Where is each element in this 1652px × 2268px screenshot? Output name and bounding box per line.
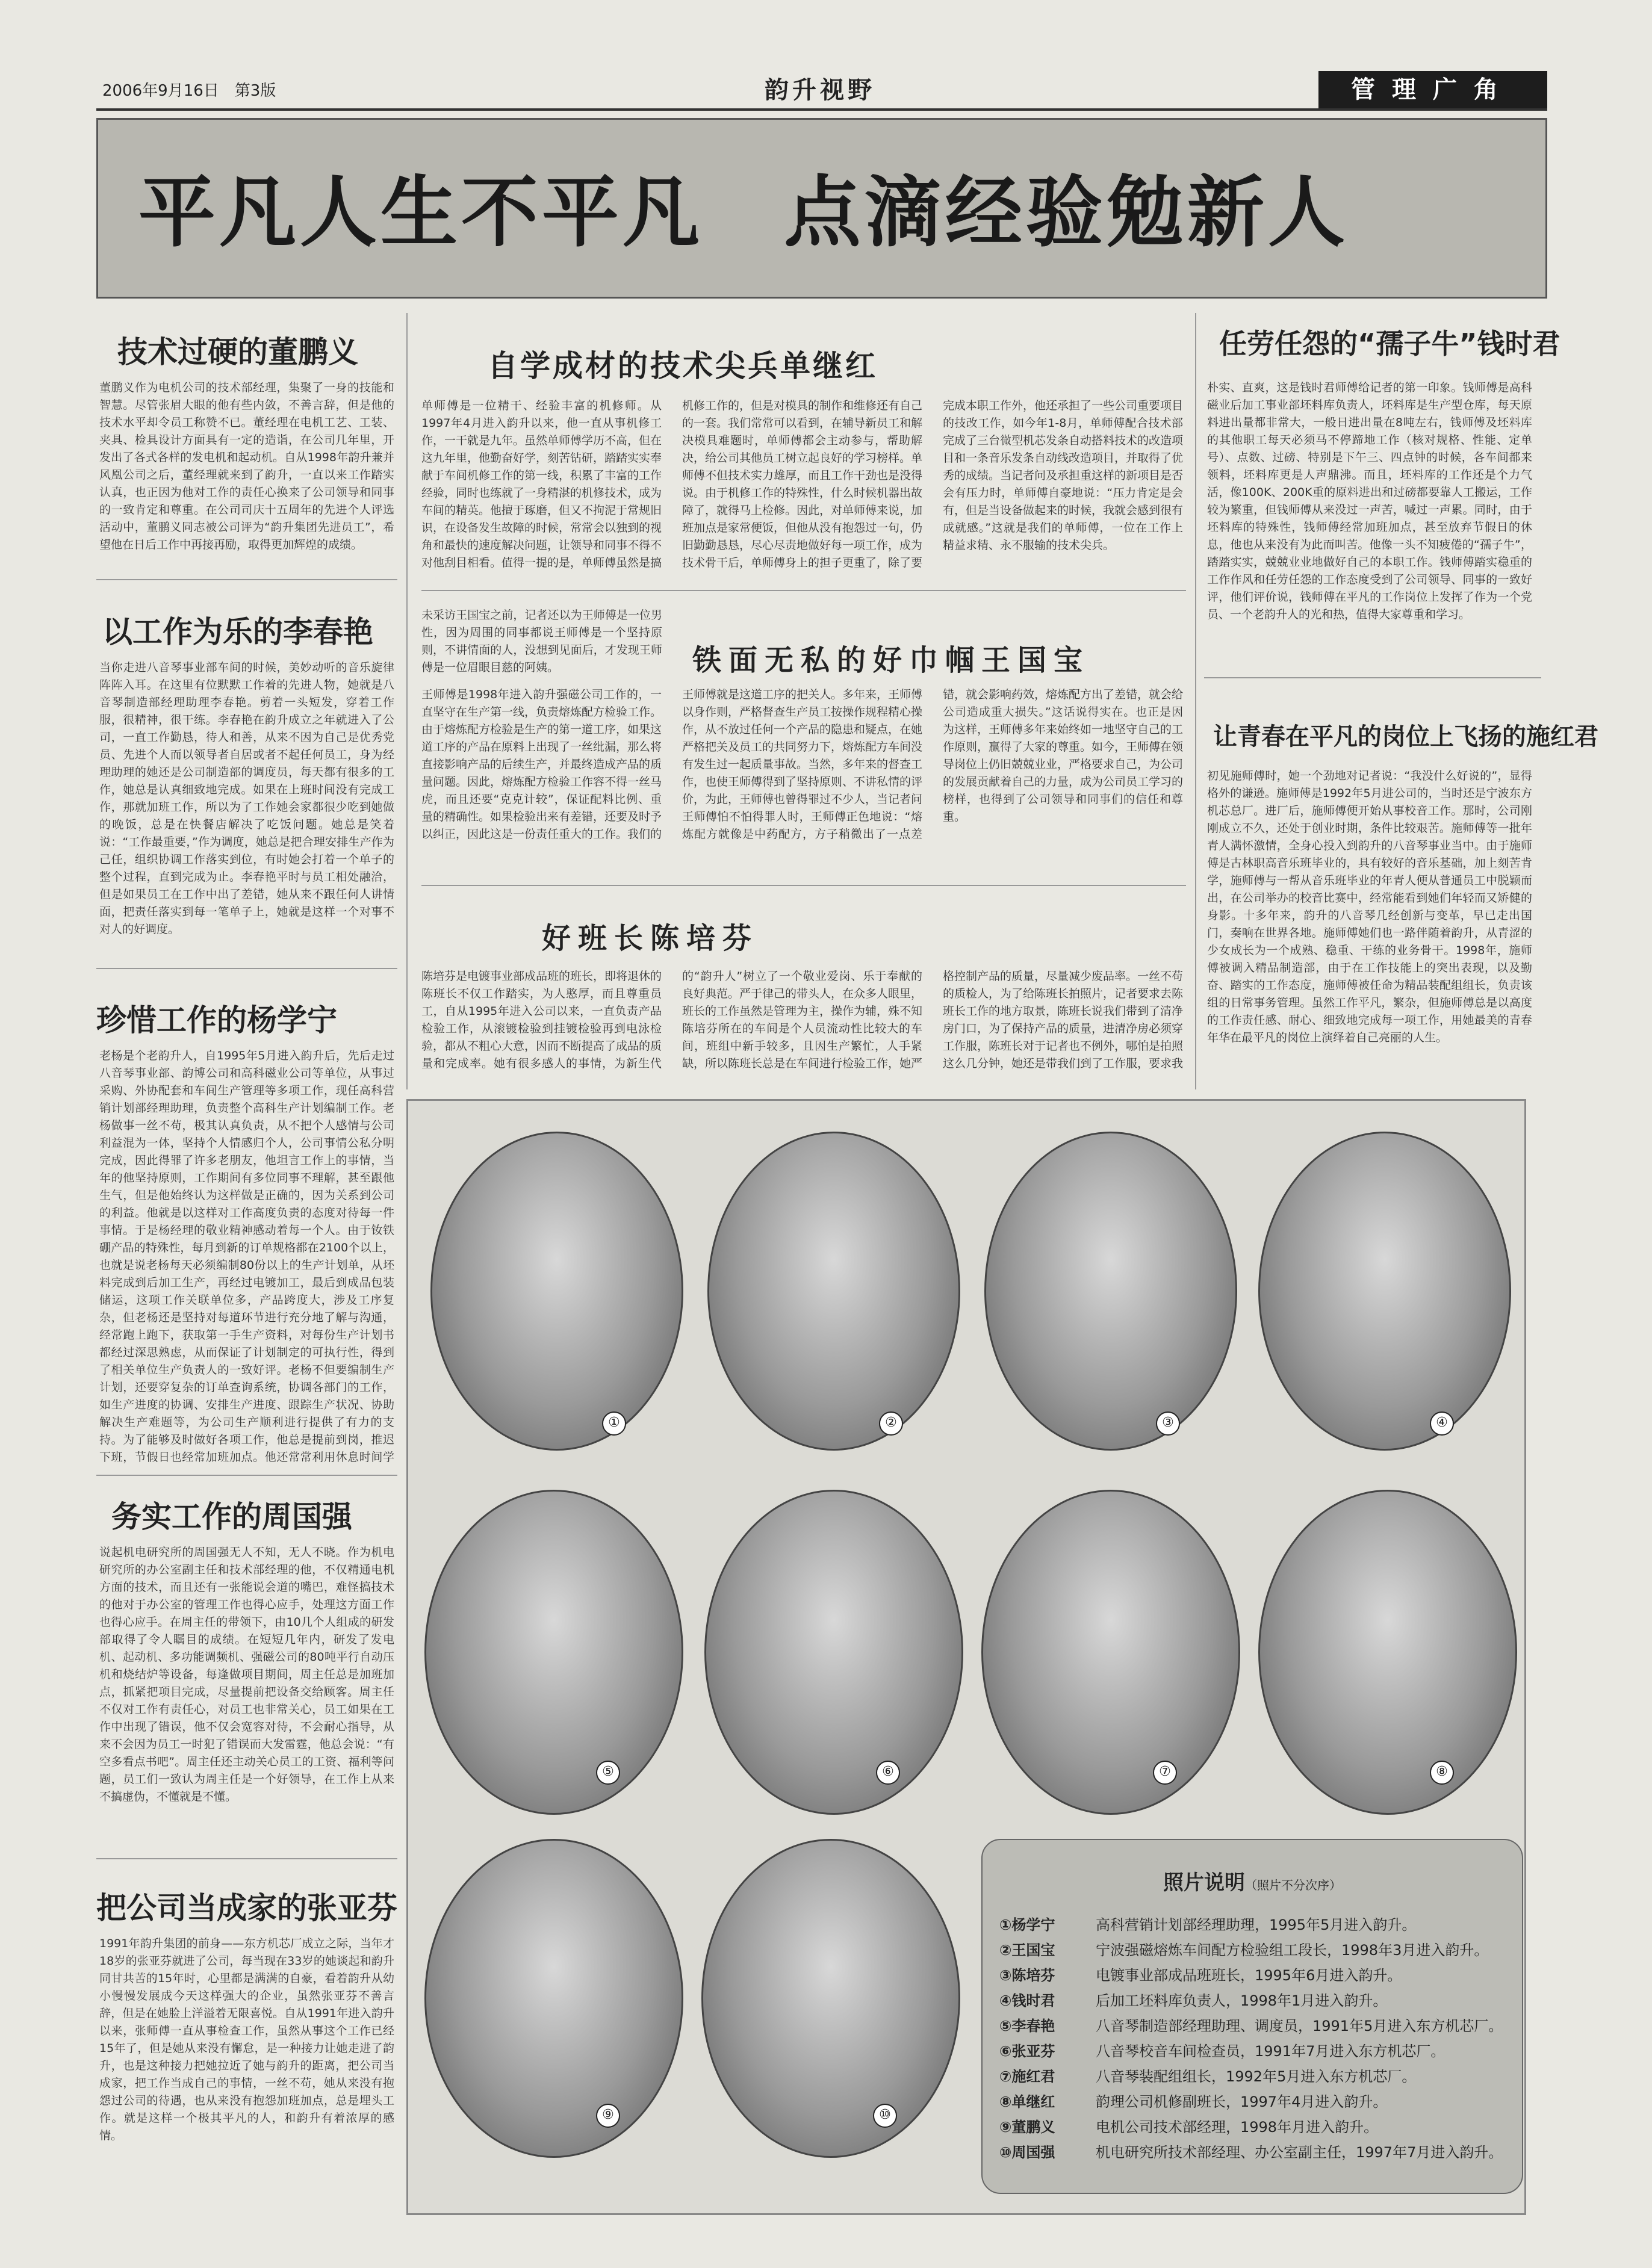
article-divider	[96, 1858, 397, 1859]
article-divider	[421, 590, 1186, 591]
photo-number-8: ⑧	[1430, 1761, 1454, 1785]
caption-name: ⑤李春艳	[999, 2018, 1055, 2034]
portrait-photo-10	[701, 1839, 960, 2158]
article-body-chen: 陈培芬是电镀事业部成品班的班长，即将退休的陈班长不仅工作踏实，为人憨厚，而且尊重员工，自从1995年进入公司以来，一直负责产品检验工作，从滚镀检验到挂镀检验再到电泳检验，都从不粗心大意，因而不断提高了成品的质量和完成率。她有很多感人的事情，为新生代的“韵升人”树立了一个敬业爱岗、乐于奉献的良好典范。严于律己的带头人，在众多人眼里，班长的工作虽然是管理为主，操作为辅，殊不知陈培芬所在的车间是个人员流动性比较大的车间，班组中新手较多，且因生产繁忙，人手紧缺，所以陈班长总是在车间进行检验工作，她严格控制产品的质量，尽量减少废品率。一丝不苟的质检人，为了给陈班长拍照片，记者要求去陈班长工作的地方取景，陈班长说我们带到了清净房门口，为了保持产品的质量，进清净房必须穿工作服，陈班长对于记者也不例外，哪怕是拍照这么几分钟，她还是带我们到了工作服，要求我	[421, 970, 1183, 1070]
article-title-zhang: 把公司当成家的张亚芬	[96, 1891, 397, 1926]
article-title-zhou: 务实工作的周国强	[111, 1499, 352, 1534]
article-body-zhang: 1991年韵升集团的前身——东方机芯厂成立之际，当年才18岁的张亚芬就进了公司，每当现在33岁的她谈起和韵升同甘共苦的15年时，心里都是满满的自豪，看着韵升从幼小慢慢发展成今天这样强大的企业，虽然张亚芬不善言辞，但是在她脸上洋溢着无限喜悦。自从1991年进入韵升以来，张师傅一直从事检查工作，虽然从事这个工作已经15年了，但是她从来没有懈怠，是一种接力让她走进了韵升，也是这种接力把她拉近了她与韵升的距离，把公司当成家，把工作当成自己的事情，一丝不苟，她从来没有抱怨过公司的待遇，也从来没有抱怨加班加点，总是埋头工作。就是这样一个极其平凡的人，和韵升有着浓厚的感情。	[99, 1937, 394, 2142]
article-title-yang: 珍惜工作的杨学宁	[96, 1003, 337, 1038]
article-body-li: 当你走进八音琴事业部车间的时候，美妙动听的音乐旋律阵阵入耳。在这里有位默默工作着的先进人物，她就是八音琴制造部经理助理李春艳。剪着一头短发，穿着工作服，很精神，很干练。李春艳在韵升成立之年就进入了公司，一直工作勤恳，待人和善，从来不因为自己是优秀党员、先进个人而以领导者自居或者不起任何员工，身为经理助理的她还是公司制造部的调度员，每天都有很多的工作，她总是认真细致地完成。如果在上班时间没有完成工作，那就加班工作，所以为了工作她会家都很少吃到她做的晚饭，总是在快餐店解决了吃饭问题。她总是笑着说：“工作最重要，”作为调度，她总是把合理安排生产作为己任，组织协调工作落实到位，有时她会打着一个单子的整个过程，直到完成为止。李春艳平时与员工相处融洽，但是如果员工在工作中出了差错，她从来不跟任何人讲情面，把责任落实到每一笔单子上，她就是这样一个对事不对人的好调度。	[99, 661, 394, 936]
article-title-qian: 任劳任怨的“孺子牛”钱时君	[1219, 327, 1560, 360]
photo-number-1: ①	[602, 1411, 626, 1436]
caption-name: ③陈培芬	[999, 1967, 1055, 1984]
caption-name: ⑦施红君	[999, 2068, 1055, 2085]
caption-row	[999, 2014, 1503, 2035]
caption-desc: 机电研究所技术部经理、办公室副主任，1997年7月进入韵升。	[1096, 2144, 1503, 2161]
article-divider	[96, 1475, 397, 1476]
photo-number-2: ②	[879, 1411, 903, 1436]
caption-desc: 八音琴制造部经理助理、调度员，1991年5月进入东方机芯厂。	[1096, 2018, 1503, 2034]
article-body-wang: 王师傅是1998年进入韵升强磁公司工作的，一直坚守在生产第一线，负责熔炼配方检验工作。由于熔炼配方检验是生产的第一道工序，如果这道工序的产品在原料上出现了一丝纰漏，那么将直接影响产品的后续生产，并最终造成产品的质量问题。因此，熔炼配方检验工作容不得一丝马虎，而且还要“克克计较”，保证配料比例、重量的精确性。如果检验出来有差错，还要及时予以纠正，因此这是一份责任重大的工作。我们的王师傅就是这道工序的把关人。多年来，王师傅以身作则，严格督查生产员工按操作规程精心操作，从不放过任何一个产品的隐患和疑点，在她严格把关及员工的共同努力下，熔炼配方车间没有发生过一起质量事故。当然，多年来的督查工作，也使王师傅得到了坚持原则、不讲私情的评价，为此，王师傅也曾得罪过不少人，当记者问王师傅怕不怕得罪人时，王师傅正色地说：“熔炼配方就像是中药配方，方子稍微出了一点差错，就会影响药效，熔炼配方出了差错，就会给公司造成重大损失。”这话说得实在。也正是因为这样，王师傅多年来始终如一地坚守自己的工作原则，赢得了大家的尊重。如今，王师傅在领导岗位上仍旧兢兢业业，严格要求自己，为公司的发展贡献着自己的力量，成为公司员工学习的榜样，也得到了公司领导和同事们的信任和尊重。	[421, 688, 1183, 841]
article-body-zhou: 说起机电研究所的周国强无人不知，无人不晓。作为机电研究所的办公室副主任和技术部经理的他，不仅精通电机方面的技术，而且还有一张能说会道的嘴巴，难怪搞技术的他对于办公室的管理工作也得心应手，处理这方面工作也得心应手。在周主任的带领下，由10几个人组成的研发部取得了令人瞩目的成绩。在短短几年内，研发了发电机、起动机、多功能调频机、强磁公司的80吨平行自动压机和烧结炉等设备，每逢做项目期间，周主任总是加班加点，抓紧把项目完成，尽量提前把设备交给顾客。周主任不仅对工作有责任心，对员工也非常关心，员工如果在工作中出现了错误，他不仅会宽容对待，不会耐心指导，从来不会因为员工一时犯了错误而大发雷霆，他总会说：“有空多看点书吧”。周主任还主动关心员工的工资、福利等问题，员工们一致认为周主任是一个好领导，在工作上从来不搞虚伪，不懂就是不懂。	[99, 1546, 394, 1803]
portrait-photo-2	[707, 1132, 960, 1451]
caption-row	[999, 1989, 1387, 2010]
caption-name: ⑩周国强	[999, 2144, 1055, 2161]
article-title-wang: 铁面无私的好巾帼王国宝	[692, 643, 1090, 677]
paper-name: 韵升视野	[765, 76, 875, 104]
caption-desc: 高科营销计划部经理助理，1995年5月进入韵升。	[1096, 1916, 1417, 1933]
article-title-shi: 让青春在平凡的岗位上飞扬的施红君	[1213, 723, 1598, 751]
photo-number-3: ③	[1156, 1411, 1180, 1436]
caption-row	[999, 1938, 1488, 1959]
caption-row	[999, 2039, 1445, 2060]
article-body-shi: 初见施师傅时，她一个劲地对记者说：“我没什么好说的”，显得格外的谦逊。施师傅是1992年5月进公司的，当时还是宁波东方机芯总厂。进厂后，施师傅便开始从事校音工作。那时，公司刚刚成立不久，还处于创业时期，条件比较艰苦。施师傅等一批年青人满怀激情，全身心投入到韵升的八音琴事业当中。由于施师傅是古林职高音乐班毕业的，具有较好的音乐基础，加上刻苦肯学，施师傅与一帮从音乐班毕业的年青人便从普通员工中脱颖而出，在公司举办的校音比赛中，经常能看到她们年轻而又矫健的身影。十多年来，韵升的八音琴几经创新与变革，早已走出国门，奏响在世界各地。施师傅她们也一路伴随着韵升，从青涩的少女成长为一个成熟、稳重、干练的业务骨干。1998年，施师傅被调入精品制造部，由于在工作技能上的突出表现，以及勤奋、踏实的工作态度，施师傅被任命为精品装配组组长，负责该组的日常事务管理。虽然工作平凡，繁杂，但施师傅总是以高度的工作责任感、耐心、细致地完成每一项工作，用她最美的青春年华在最平凡的岗位上演绎着自己亮丽的人生。	[1207, 769, 1532, 1044]
caption-name: ⑧单继红	[999, 2093, 1055, 2110]
portrait-photo-8	[1258, 1490, 1517, 1815]
article-body-shan: 单师傅是一位精干、经验丰富的机修师。从1997年4月进入韵升以来，他一直从事机修工作，一干就是九年。虽然单师傅学历不高，但在这九年里，他勤奋好学，刻苦钻研，踏踏实实奉献于车间机修工作的第一线，积累了丰富的工作经验，同时也练就了一身精湛的机修技术，成为车间的精英。他擅于琢磨，但又不拘泥于常规旧识，在设备发生故障的时候，常常会以独到的视角和最快的速度解决问题，让领导和同事不得不对他刮目相看。值得一提的是，单师傅虽然是搞机修工作的，但是对模具的制作和维修还有自己的一套。我们常常可以看到，在辅导新员工和解决模具难题时，单师傅都会主动参与，帮助解决，给公司其他员工树立起良好的学习榜样。单师傅不但技术实力雄厚，而且工作干劲也是没得说。由于机修工作的特殊性，什么时候机器出故障了，就得马上检修。因此，对单师傅来说，加班加点是家常便饭，但他从没有抱怨过一句，仍旧勤勤恳恳，尽心尽责地做好每一项工作，成为技术骨干后，单师傅身上的担子更重了，除了要完成本职工作外，他还承担了一些公司重要项目的技改工作，如今年1-8月，单师傅配合技术部完成了三台微型机芯发条自动搭料技术的改造项目和一条音乐发条自动线改造项目，并取得了优秀的成绩。当记者问及承担重这样的新项目是否会有压力时，单师傅自豪地说：“压力肯定是会有，但是当设备做起来的时候，我就会感到很有成就感。”这就是我们的单师傅，一位在工作上精益求精、永不服输的技术尖兵。	[421, 399, 1183, 569]
caption-desc: 电机公司技术部经理，1998年月进入韵升。	[1096, 2119, 1379, 2136]
article-title-shan: 自学成材的技术尖兵单继红	[488, 348, 878, 383]
photo-number-7: ⑦	[1153, 1761, 1177, 1785]
article-divider	[96, 579, 397, 580]
portrait-photo-5	[424, 1490, 683, 1815]
caption-name: ⑨董鹏义	[999, 2119, 1055, 2136]
portrait-photo-6	[704, 1490, 963, 1815]
column-name: 管理广角	[1318, 71, 1547, 108]
caption-name: ④钱时君	[999, 1992, 1055, 2009]
photo-number-4: ④	[1430, 1411, 1454, 1436]
caption-row	[999, 2065, 1416, 2086]
photo-caption-title	[981, 1866, 1523, 1895]
caption-row	[999, 1963, 1402, 1984]
caption-desc: 八音琴校音车间检查员，1991年7月进入东方机芯厂。	[1096, 2043, 1446, 2060]
caption-note: （照片不分次序）	[1245, 1878, 1341, 1892]
article-title-li: 以工作为乐的李春艳	[102, 615, 373, 649]
issue-date: 2006年9月16日 第3版	[102, 82, 276, 100]
caption-row	[999, 2140, 1503, 2161]
caption-desc: 八音琴装配组组长，1992年5月进入东方机芯厂。	[1096, 2068, 1417, 2085]
caption-row	[999, 1913, 1416, 1934]
article-title-chen: 好班长陈培芬	[542, 922, 759, 955]
photo-number-9: ⑨	[596, 2104, 620, 2128]
portrait-photo-9	[424, 1839, 683, 2158]
article-divider	[1204, 677, 1541, 678]
caption-name: ⑥张亚芬	[999, 2043, 1055, 2060]
photo-number-6: ⑥	[876, 1761, 900, 1785]
article-divider	[421, 885, 1186, 886]
caption-desc: 后加工坯料库负责人，1998年1月进入韵升。	[1096, 1992, 1388, 2009]
caption-desc: 宁波强磁熔炼车间配方检验组工段长，1998年3月进入韵升。	[1096, 1942, 1489, 1959]
article-body-qian: 朴实、直爽，这是钱时君师傅给记者的第一印象。钱师傅是高科磁业后加工事业部坯料库负责人，坯料库是生产型仓库，每天原料进出量都非常大，一般日进出量在8吨左右，钱师傅及坯料库的其他职工每天必须马不停蹄地工作（核对规格、性能、定单号）、点数、过磅、特别是下午三、四点钟的时候，各车间都来领料，坯料库更是人声鼎沸。而且，坯料库的工作还是个力气活，像100K、200K重的原料进出和过磅都要靠人工搬运，工作较为繁重，但钱师傅从来没过一声苦，喊过一声累。同时，由于坯料库的特殊性，钱师傅经常加班加点，甚至放弃节假日的休息，他也从来没有为此而叫苦。他像一头不知疲倦的“孺子牛”，踏踏实实，兢兢业业地做好自己的本职工作。钱师傅踏实稳重的工作作风和任劳任怨的工作态度受到了公司领导、同事的一致好评，他们评价说，钱师傅在平凡的工作岗位上发挥了作为一个党员、一个老韵升人的光和热，值得大家尊重和学习。	[1207, 381, 1532, 621]
portrait-photo-3	[984, 1132, 1237, 1451]
photo-number-5: ⑤	[596, 1761, 620, 1785]
caption-row	[999, 2115, 1378, 2136]
photo-number-10: ⑩	[873, 2104, 897, 2128]
portrait-photo-4	[1258, 1132, 1511, 1451]
caption-desc: 韵理公司机修副班长，1997年4月进入韵升。	[1096, 2093, 1388, 2110]
caption-name: ①杨学宁	[999, 1916, 1055, 1933]
article-divider	[96, 968, 397, 969]
article-body-yang: 老杨是个老韵升人，自1995年5月进入韵升后，先后走过八音琴事业部、韵博公司和高科磁业公司等单位，从事过采购、外协配套和车间生产管理等多项工作，现任高科营销计划部经理助理，负责整个高科生产计划编制工作。老杨做事一丝不苟，极其认真负责，从不把个人感情与公司利益混为一体，坚持个人情感归个人，公司事情公私分明完成，因此得罪了许多老朋友，他坦言工作上的事情，当年的他坚持原则，工作期间有多位同事不理解，甚至跟他生气，但是他始终认为这样做是正确的，因为关系到公司的利益。他就是以这样对工作高度负责的态度对待每一件事情。于是杨经理的敬业精神感动着每一个人。由于钕铁硼产品的特殊性，每月到新的订单规格都在2100个以上，也就是说老杨每天必须编制80份以上的生产计划单，从坯料完成到后加工生产，再经过电镀加工，最后到成品包装储运，这项工作关联单位多，产品跨度大，涉及工序复杂，但老杨还是坚持对每道环节进行充分地了解与沟通，经常跑上跑下，获取第一手生产资料，对每份生产计划书都经过深思熟虑，从而保证了计划制定的可执行性，得到了相关单位生产负责人的一致好评。老杨不但要编制生产计划，还要穿复杂的订单查询系统，协调各部门的工作，如生产进度的协调、安排生产进度、跟踪生产状况、协助解决生产难题等，为公司生产顺利进行提供了有力的支持。为了能够及时做好各项工作，他总是提前到岗，推迟下班，节假日也经常加班加点。他还常常利用休息时间学	[99, 1049, 394, 1464]
article-title-dong: 技术过硬的董鹏义	[117, 335, 358, 370]
caption-row	[999, 2090, 1387, 2111]
caption-name: ②王国宝	[999, 1942, 1055, 1959]
caption-desc: 电镀事业部成品班班长，1995年6月进入韵升。	[1096, 1967, 1402, 1984]
caption-title-text: 照片说明	[1163, 1871, 1245, 1895]
banner-title: 平凡人生不平凡 点滴经验勉新人	[138, 168, 1349, 258]
article-body-dong: 董鹏义作为电机公司的技术部经理，集聚了一身的技能和智慧。尽管张眉大眼的他有些内敛，不善言辞，但是他的技术水平却令员工称赞不已。董经理在电机工艺、工装、夹具、检具设计方面具有一定的造诣，在公司几年里，开发出了各式各样的发电机和起动机。自从1998年韵升兼并风凰公司之后，董经理就来到了韵升，一直以来工作踏实认真，也正因为他对工作的责任心换来了公司领导和同事的一致肯定和尊重。在公司司庆十五周年的先进个人评选活动中，董鹏义同志被公司评为“韵升集团先进员工”，希望他在日后工作中再接再励，取得更加辉煌的成绩。	[99, 381, 394, 551]
header-rule	[96, 108, 1547, 111]
article-intro-wang: 未采访王国宝之前，记者还以为王师傅是一位男性，因为周围的同事都说王师傅是一个坚持原则，不讲情面的人，没想到见面后，才发现王师傅是一位眉眼目慈的阿姨。	[421, 609, 662, 674]
column-divider	[406, 313, 408, 1089]
portrait-photo-7	[981, 1490, 1240, 1815]
portrait-photo-1	[430, 1132, 683, 1451]
column-divider	[1195, 313, 1196, 1089]
